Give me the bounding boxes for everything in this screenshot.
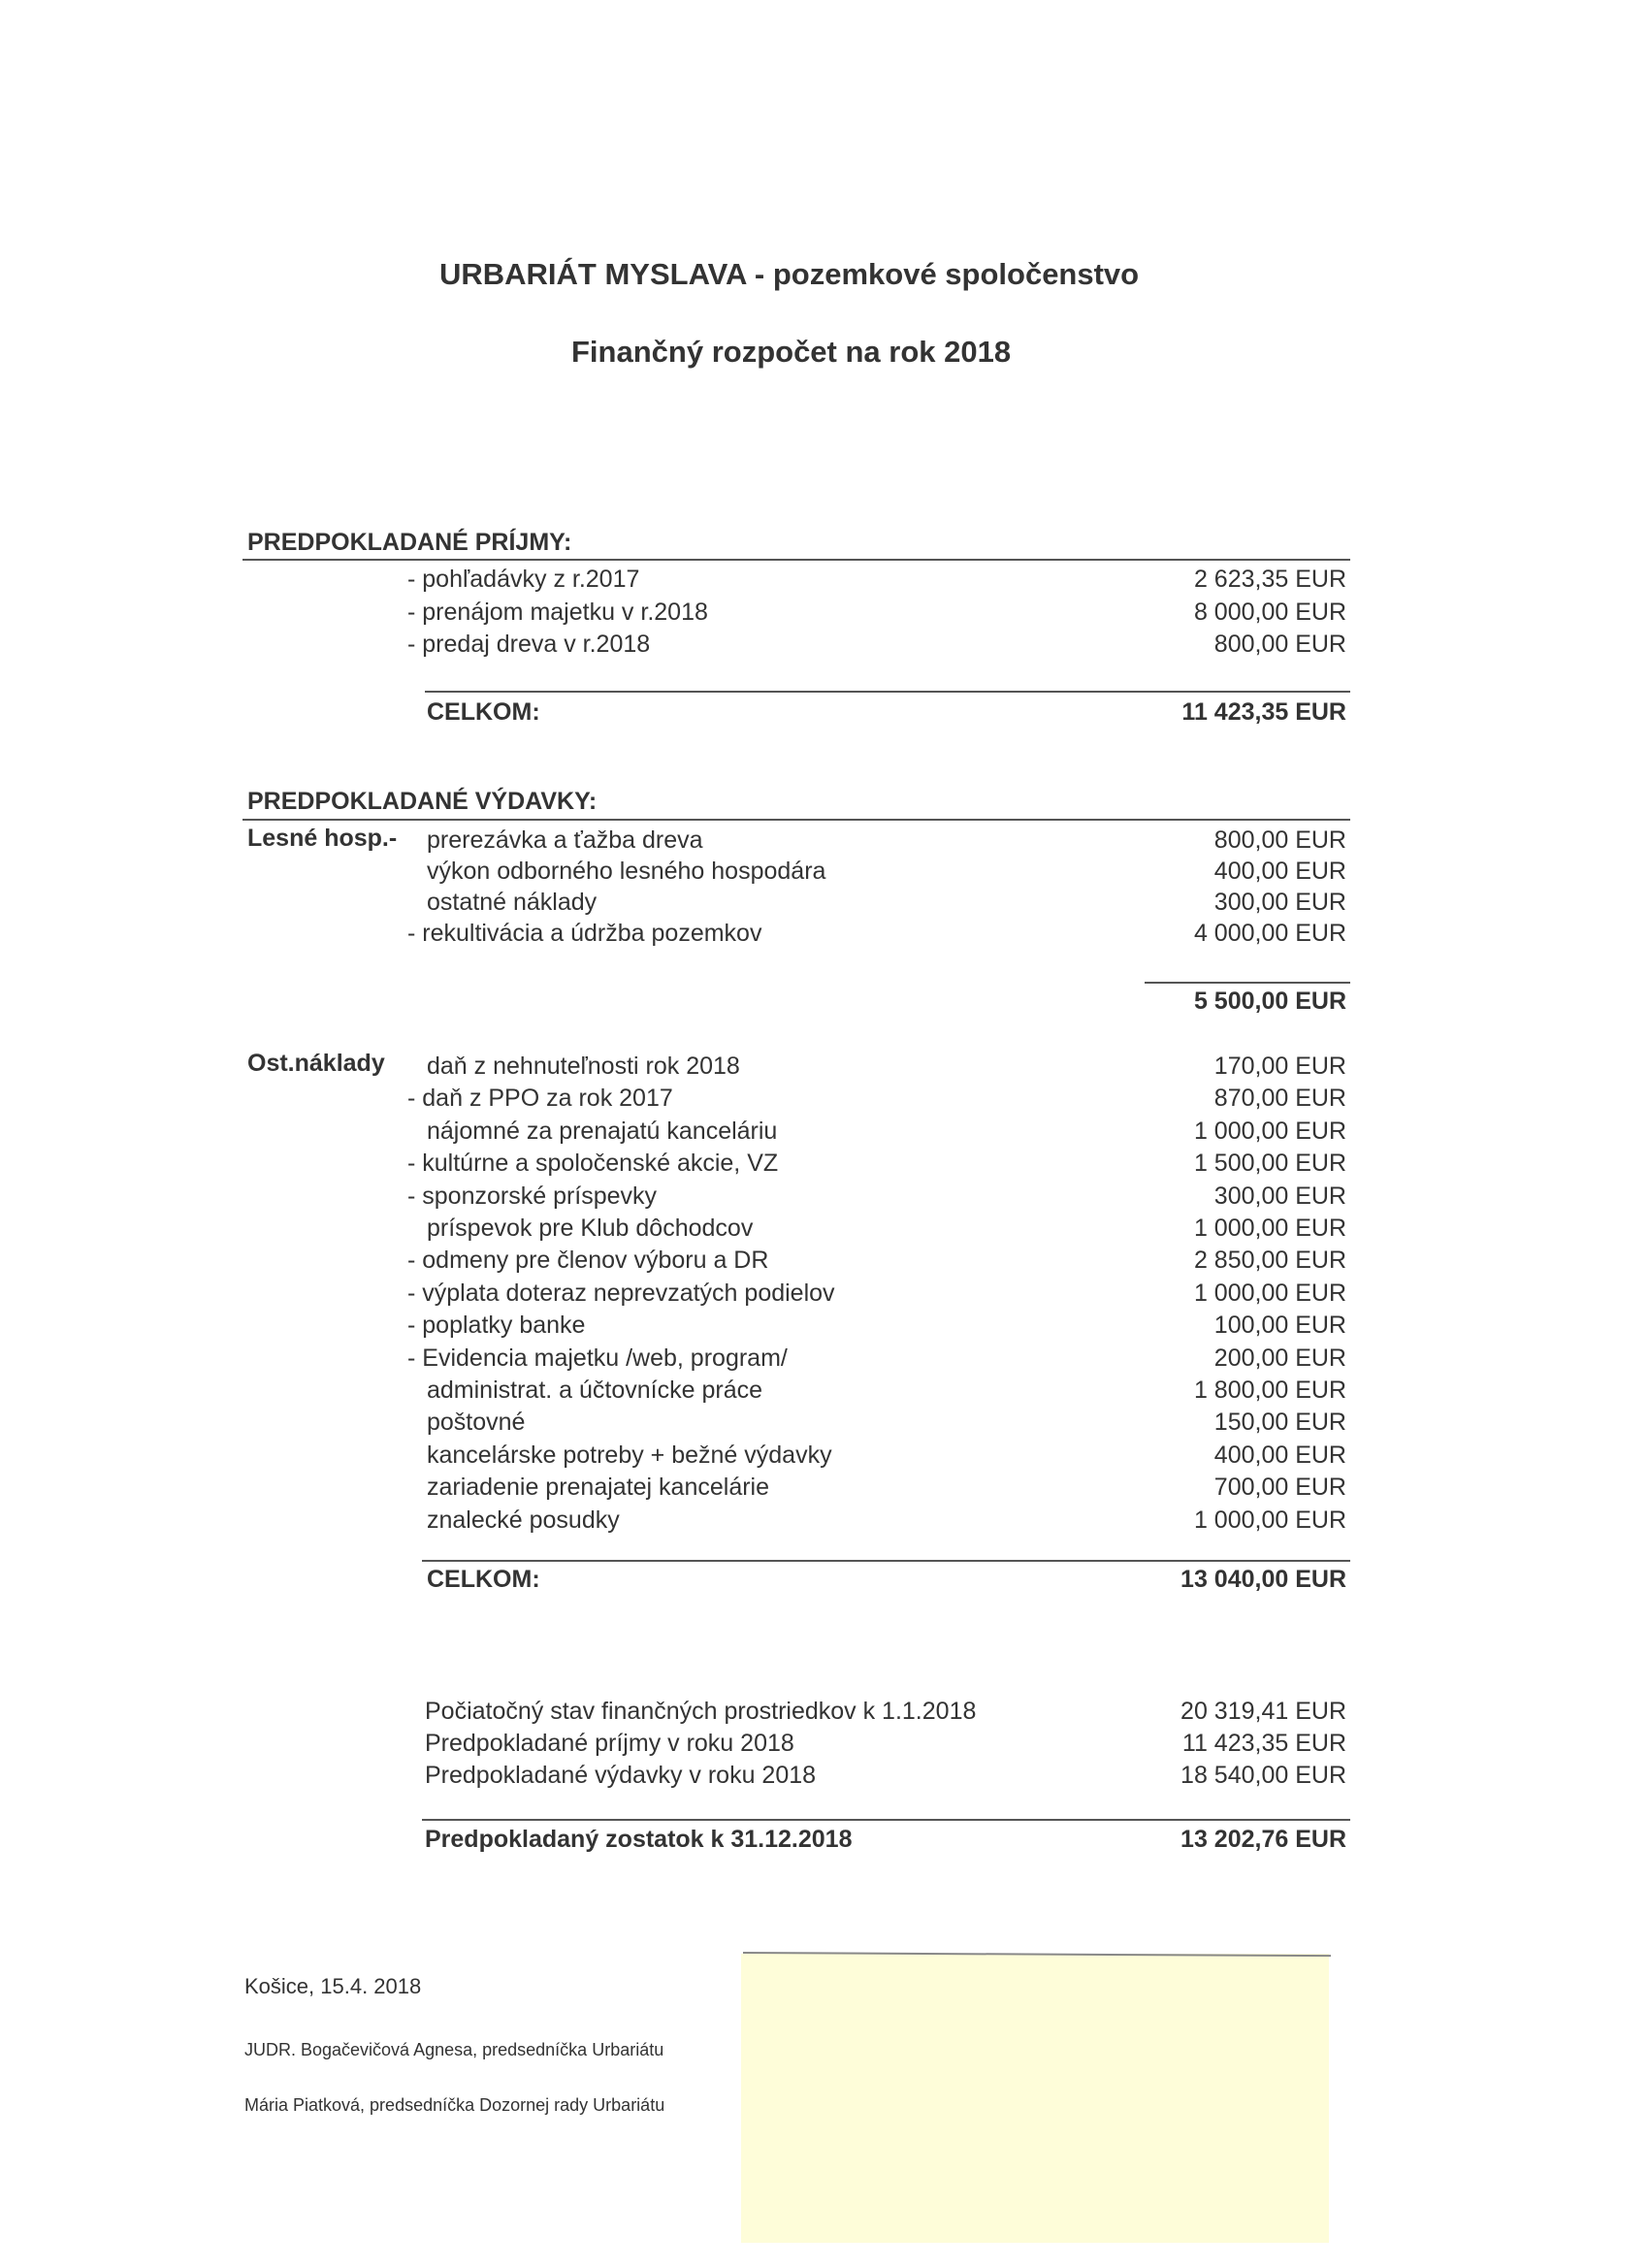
expense-amount: 1 800,00 EUR [1193, 1377, 1346, 1404]
bullet-dash: - [407, 1280, 416, 1307]
expense-item [407, 1150, 778, 1178]
expense-amount: 870,00 EUR [1213, 1085, 1346, 1112]
summary-label: Počiatočný stav finančných prostriedkov k 1.1.2018 [425, 1698, 977, 1725]
result-label: Predpokladaný zostatok k 31.12.2018 [425, 1826, 853, 1853]
summary-amount: 11 423,35 EUR [1181, 1730, 1346, 1757]
expense-amount: 150,00 EUR [1213, 1409, 1346, 1436]
expenses-total: 13 040,00 EUR [1180, 1566, 1346, 1593]
summary-label: Predpokladané výdavky v roku 2018 [425, 1762, 817, 1789]
expense-amount: 4 000,00 EUR [1193, 920, 1346, 947]
expense-item [427, 1409, 525, 1437]
summary-amount: 18 540,00 EUR [1180, 1762, 1346, 1789]
forest-category: Lesné hosp.- [247, 825, 398, 852]
bullet-dash: - [407, 1312, 416, 1339]
bullet-dash: - [407, 1345, 416, 1372]
expense-label: zariadenie prenajatej kancelárie [427, 1474, 770, 1501]
expense-label: výplata doteraz neprevzatých podielov [422, 1280, 835, 1307]
expense-amount: 1 000,00 EUR [1193, 1507, 1346, 1534]
expense-item [427, 1053, 740, 1081]
expense-amount: 170,00 EUR [1213, 1053, 1346, 1080]
summary-amount: 20 319,41 EUR [1180, 1698, 1346, 1725]
forest-subtotal-rule [1145, 982, 1350, 984]
expense-label: kultúrne a spoločenské akcie, VZ [422, 1150, 779, 1177]
expense-amount: 800,00 EUR [1213, 826, 1346, 854]
expenses-total-rule [422, 1560, 1350, 1562]
summary-label: Predpokladané príjmy v roku 2018 [425, 1730, 794, 1757]
income-total-label: CELKOM: [427, 698, 540, 726]
signatory-2: Mária Piatková, predsedníčka Dozornej rady Urbariátu [244, 2095, 665, 2115]
document-title: URBARIÁT MYSLAVA - pozemkové spoločenstvo [439, 257, 1140, 291]
summary-rule [422, 1819, 1350, 1821]
bullet-dash: - [407, 1183, 416, 1210]
bullet-dash: - [407, 1150, 416, 1177]
expense-label: daň z nehnuteľnosti rok 2018 [427, 1053, 740, 1080]
signatory-1: JUDR. Bogačevičová Agnesa, predsedníčka Urbariátu [244, 2040, 664, 2059]
expense-item: prerezávka a ťažba dreva [427, 826, 703, 854]
expense-amount: 2 850,00 EUR [1193, 1247, 1346, 1274]
expense-amount: 300,00 EUR [1213, 889, 1346, 916]
income-amount: 800,00 EUR [1213, 631, 1346, 658]
income-total: 11 423,35 EUR [1181, 698, 1346, 726]
expense-amount: 1 500,00 EUR [1193, 1150, 1346, 1177]
expense-amount: 100,00 EUR [1213, 1312, 1346, 1339]
expense-item [407, 1183, 657, 1211]
income-heading: PREDPOKLADANÉ PRÍJMY: [247, 529, 572, 556]
expense-item [407, 1280, 835, 1308]
expense-label: daň z PPO za rok 2017 [422, 1085, 673, 1112]
expense-item [407, 1085, 673, 1113]
expense-item [407, 1345, 788, 1373]
expense-amount: 1 000,00 EUR [1193, 1280, 1346, 1307]
place-date: Košice, 15.4. 2018 [244, 1974, 422, 1998]
expense-item: ostatné náklady [427, 889, 598, 916]
expense-item [407, 1247, 768, 1275]
expense-item [427, 1118, 777, 1146]
expenses-heading-rule [242, 819, 1350, 821]
result-amount: 13 202,76 EUR [1180, 1826, 1346, 1853]
expense-label: kancelárske potreby + bežné výdavky [427, 1442, 832, 1469]
forest-subtotal: 5 500,00 EUR [1193, 988, 1346, 1015]
expense-amount: 1 000,00 EUR [1193, 1118, 1346, 1145]
expense-item: - rekultivácia a údržba pozemkov [407, 920, 762, 947]
expense-item [427, 1442, 832, 1470]
expense-item [427, 1474, 769, 1502]
document-subtitle: Finančný rozpočet na rok 2018 [571, 335, 1012, 369]
expense-label: nájomné za prenajatú kanceláriu [427, 1118, 778, 1145]
expense-label: príspevok pre Klub dôchodcov [427, 1215, 754, 1242]
income-amount: 2 623,35 EUR [1193, 566, 1346, 593]
expense-amount: 700,00 EUR [1213, 1474, 1346, 1501]
bullet-dash: - [407, 1085, 416, 1112]
other-category: Ost.náklady [247, 1050, 385, 1077]
income-total-rule [425, 691, 1350, 693]
expenses-heading: PREDPOKLADANÉ VÝDAVKY: [247, 788, 598, 815]
expenses-total-label: CELKOM: [427, 1566, 540, 1593]
expense-amount: 400,00 EUR [1213, 1442, 1346, 1469]
expense-item [407, 1312, 585, 1340]
income-heading-rule [242, 559, 1350, 561]
expense-label: administrat. a účtovnícke práce [427, 1377, 762, 1404]
expense-item [427, 1377, 762, 1405]
expense-label: poštovné [427, 1409, 526, 1436]
income-item: - prenájom majetku v r.2018 [407, 599, 708, 626]
expense-item [427, 1215, 753, 1243]
expense-amount: 400,00 EUR [1213, 858, 1346, 885]
expense-amount: 200,00 EUR [1213, 1345, 1346, 1372]
expense-amount: 1 000,00 EUR [1193, 1215, 1346, 1242]
expense-label: Evidencia majetku /web, program/ [422, 1345, 788, 1372]
expense-label: sponzorské príspevky [422, 1183, 658, 1210]
income-item: - pohľadávky z r.2017 [407, 566, 640, 593]
expense-item [427, 1507, 620, 1535]
bullet-dash: - [407, 1247, 416, 1274]
sticky-note-redaction [741, 1954, 1329, 2243]
income-amount: 8 000,00 EUR [1193, 599, 1346, 626]
expense-amount: 300,00 EUR [1213, 1183, 1346, 1210]
expense-label: znalecké posudky [427, 1507, 620, 1534]
expense-item: výkon odborného lesného hospodára [427, 858, 826, 885]
income-item: - predaj dreva v r.2018 [407, 631, 651, 658]
expense-label: poplatky banke [422, 1312, 586, 1339]
expense-label: odmeny pre členov výboru a DR [422, 1247, 769, 1274]
